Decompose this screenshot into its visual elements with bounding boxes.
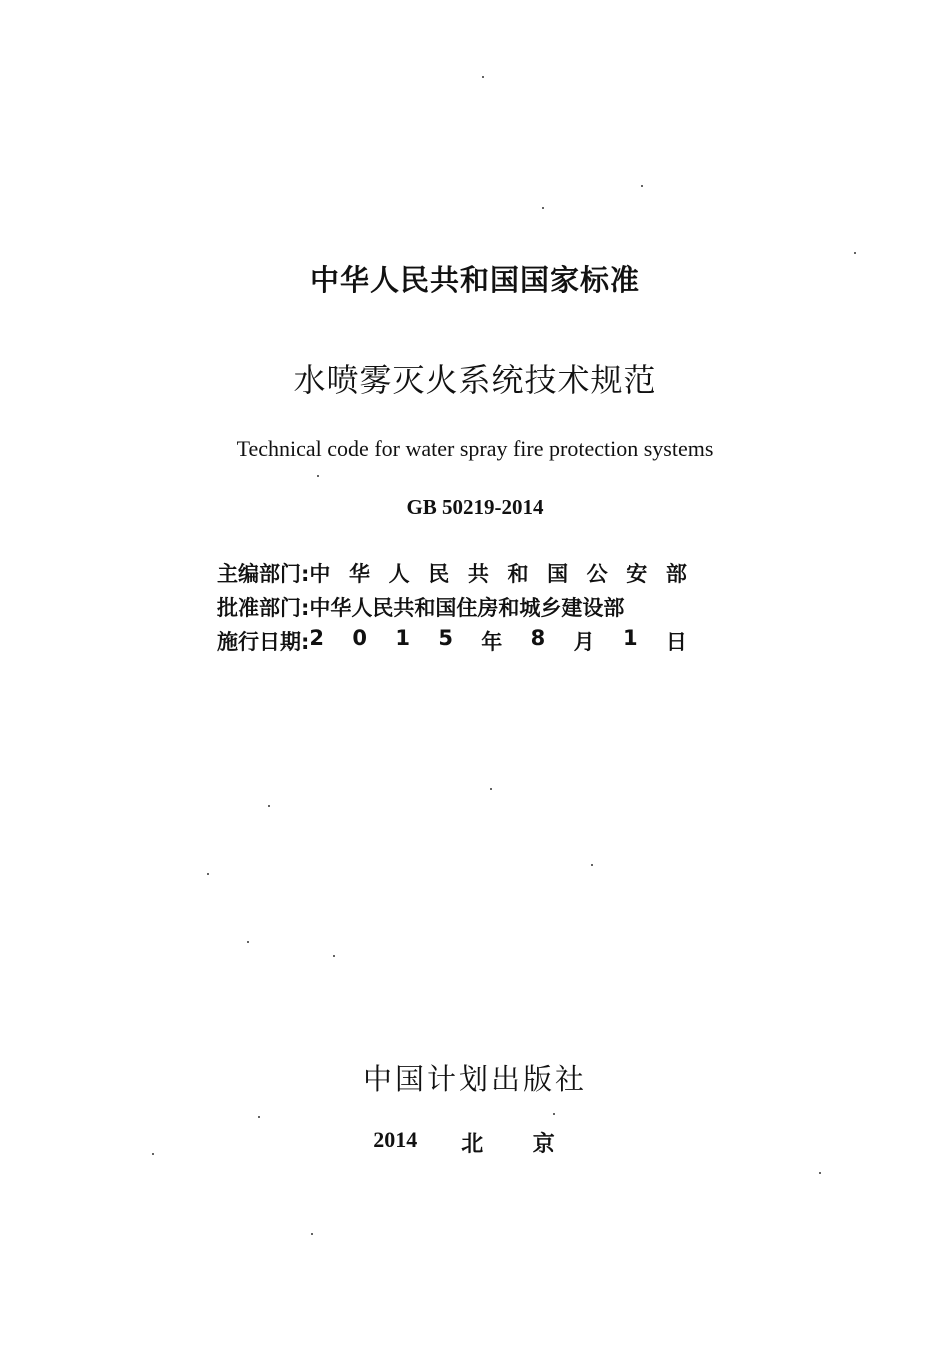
standard-heading: 中华人民共和国国家标准 bbox=[309, 263, 640, 297]
scan-speck bbox=[854, 252, 856, 254]
scan-speck bbox=[207, 873, 209, 875]
chief-editor-char: 中 bbox=[309, 562, 331, 586]
effective-date-char: 0 bbox=[352, 626, 367, 650]
scan-speck bbox=[311, 1233, 313, 1235]
scan-speck bbox=[152, 1153, 154, 1155]
publication-city-char: 北 bbox=[461, 1131, 484, 1156]
scan-speck bbox=[490, 788, 492, 790]
chief-editor-char: 民 bbox=[428, 562, 450, 586]
chief-editor-char: 华 bbox=[349, 562, 371, 586]
effective-date-char: 日 bbox=[665, 630, 687, 654]
publication-city bbox=[439, 1127, 577, 1158]
chief-editor-row bbox=[217, 556, 687, 590]
scan-speck bbox=[333, 955, 335, 957]
publication-metadata bbox=[217, 556, 687, 658]
chief-editor-char: 国 bbox=[547, 562, 569, 586]
chief-editor-char: 安 bbox=[626, 562, 648, 586]
publication-place bbox=[0, 1127, 950, 1158]
effective-date-char: 5 bbox=[438, 626, 453, 650]
effective-date-char: 2 bbox=[309, 626, 325, 650]
approval-label: 批准部门: bbox=[217, 596, 310, 620]
approval-row bbox=[217, 590, 687, 624]
effective-date-char: 年 bbox=[481, 630, 503, 654]
scan-speck bbox=[819, 1172, 821, 1174]
standard-number: GB 50219-2014 bbox=[406, 495, 544, 519]
scan-speck bbox=[247, 941, 249, 943]
effective-date-char: 1 bbox=[395, 626, 410, 650]
chief-editor-char: 和 bbox=[507, 562, 529, 586]
document-title-english: Technical code for water spray fire protection systems bbox=[236, 436, 714, 461]
document-title-chinese: 水喷雾灭火系统技术规范 bbox=[293, 361, 657, 399]
effective-date-char: 月 bbox=[573, 630, 595, 654]
effective-date-char: 8 bbox=[530, 626, 546, 650]
scan-speck bbox=[641, 185, 643, 187]
effective-date-value bbox=[309, 626, 687, 656]
scan-speck bbox=[268, 805, 270, 807]
scan-speck bbox=[482, 76, 484, 78]
chief-editor-char: 共 bbox=[467, 562, 489, 586]
effective-date-label: 施行日期: bbox=[217, 630, 310, 654]
approval-value: 中华人民共和国住房和城乡建设部 bbox=[309, 596, 625, 620]
publication-city-char: 京 bbox=[532, 1131, 555, 1156]
chief-editor-value bbox=[309, 558, 687, 588]
scan-speck bbox=[553, 1113, 555, 1115]
chief-editor-char: 公 bbox=[586, 562, 608, 586]
publisher-name: 中国计划出版社 bbox=[362, 1062, 587, 1096]
effective-date-row bbox=[217, 624, 687, 658]
scan-speck bbox=[317, 475, 319, 477]
scan-speck bbox=[591, 864, 593, 866]
scan-speck bbox=[542, 207, 544, 209]
scan-speck bbox=[258, 1116, 260, 1118]
effective-date-char: 1 bbox=[622, 626, 638, 650]
publication-year: 2014 bbox=[373, 1127, 418, 1152]
chief-editor-label: 主编部门: bbox=[217, 562, 310, 586]
chief-editor-char: 人 bbox=[388, 562, 410, 586]
chief-editor-char: 部 bbox=[665, 562, 687, 586]
